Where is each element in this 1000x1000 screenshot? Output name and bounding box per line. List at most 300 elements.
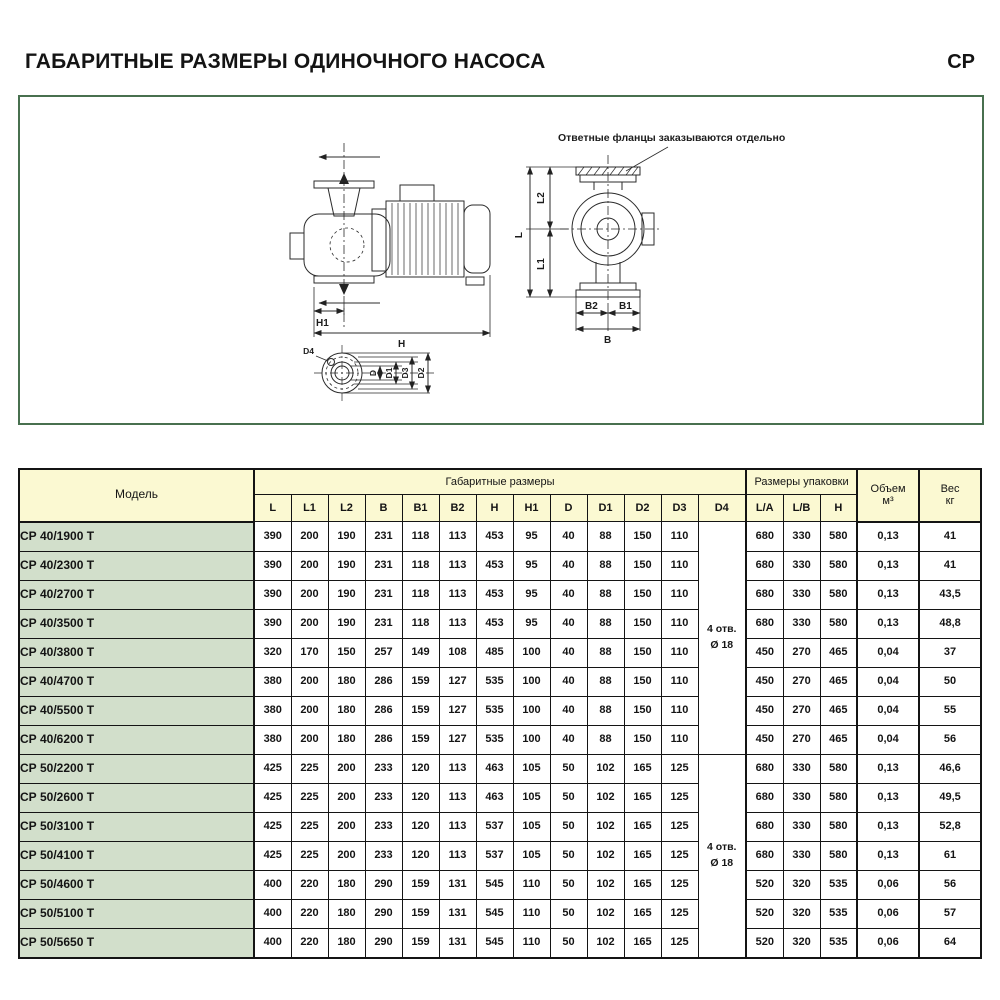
weight-value-cell: 41 xyxy=(919,522,981,552)
dim-value-cell: 380 xyxy=(254,667,291,696)
model-cell: СР 50/5100 Т xyxy=(19,899,254,928)
dim-value-cell: 233 xyxy=(365,841,402,870)
model-cell: СР 40/2300 Т xyxy=(19,551,254,580)
dim-value-cell: 545 xyxy=(476,870,513,899)
weight-value-cell: 41 xyxy=(919,551,981,580)
dim-value-cell: 150 xyxy=(624,551,661,580)
dim-value-cell: 40 xyxy=(550,551,587,580)
pack-value-cell: 320 xyxy=(783,899,820,928)
dim-value-cell: 110 xyxy=(661,522,698,552)
dim-value-cell: 165 xyxy=(624,870,661,899)
dim-value-cell: 113 xyxy=(439,754,476,783)
dim-value-cell: 88 xyxy=(587,696,624,725)
dim-value-cell: 100 xyxy=(513,638,550,667)
dim-value-cell: 110 xyxy=(513,870,550,899)
table-row xyxy=(19,928,981,958)
pack-value-cell: 535 xyxy=(820,870,857,899)
dim-value-cell: 113 xyxy=(439,609,476,638)
dim-value-cell: 118 xyxy=(402,609,439,638)
pack-column-header-1: L/A xyxy=(746,495,783,522)
dim-value-cell: 125 xyxy=(661,870,698,899)
dim-value-cell: 463 xyxy=(476,783,513,812)
weight-value-cell: 57 xyxy=(919,899,981,928)
volume-value-cell: 0,13 xyxy=(857,522,919,552)
dim-value-cell: 113 xyxy=(439,522,476,552)
dim-value-cell: 118 xyxy=(402,551,439,580)
weight-value-cell: 43,5 xyxy=(919,580,981,609)
model-cell: СР 50/5650 Т xyxy=(19,928,254,958)
table-row xyxy=(19,812,981,841)
volume-unit-label: м³ xyxy=(882,495,894,508)
d4-note-line: 4 отв. xyxy=(707,840,737,853)
weight-unit-label: кг xyxy=(945,495,955,508)
volume-value-cell: 0,13 xyxy=(857,580,919,609)
dim-column-header-l2: L2 xyxy=(328,495,365,522)
flange-annotation: Ответные фланцы заказываются отдельно xyxy=(558,132,786,144)
dim-column-header-d2: D2 xyxy=(624,495,661,522)
dim-value-cell: 102 xyxy=(587,928,624,958)
dim-value-cell: 290 xyxy=(365,899,402,928)
pack-value-cell: 580 xyxy=(820,783,857,812)
dim-value-cell: 233 xyxy=(365,783,402,812)
dim-value-cell: 200 xyxy=(328,783,365,812)
dim-value-cell: 220 xyxy=(291,870,328,899)
pack-value-cell: 580 xyxy=(820,580,857,609)
pack-value-cell: 520 xyxy=(746,928,783,958)
group-header-dimensions: Габаритные размеры xyxy=(254,469,746,495)
d4-note-line: Ø 18 xyxy=(710,856,734,869)
dim-value-cell: 286 xyxy=(365,667,402,696)
weight-column-header xyxy=(919,469,981,522)
weight-value-cell: 52,8 xyxy=(919,812,981,841)
dim-value-cell: 165 xyxy=(624,841,661,870)
dim-value-cell: 102 xyxy=(587,899,624,928)
dim-value-cell: 88 xyxy=(587,638,624,667)
dim-value-cell: 400 xyxy=(254,899,291,928)
dim-label-d3: D3 xyxy=(400,367,410,379)
dim-value-cell: 125 xyxy=(661,783,698,812)
dim-value-cell: 131 xyxy=(439,928,476,958)
dim-label-d2: D2 xyxy=(416,367,426,379)
model-cell: СР 40/4700 Т xyxy=(19,667,254,696)
dim-value-cell: 127 xyxy=(439,725,476,754)
pack-value-cell: 580 xyxy=(820,754,857,783)
dim-value-cell: 40 xyxy=(550,609,587,638)
dim-value-cell: 165 xyxy=(624,783,661,812)
dim-column-header-b: B xyxy=(365,495,402,522)
dim-value-cell: 105 xyxy=(513,783,550,812)
dim-value-cell: 110 xyxy=(661,551,698,580)
table-row xyxy=(19,580,981,609)
dim-value-cell: 190 xyxy=(328,609,365,638)
pack-value-cell: 580 xyxy=(820,812,857,841)
table-row xyxy=(19,609,981,638)
dim-value-cell: 225 xyxy=(291,783,328,812)
dim-value-cell: 88 xyxy=(587,551,624,580)
dim-value-cell: 88 xyxy=(587,667,624,696)
pump-front-view xyxy=(514,132,785,346)
dim-value-cell: 50 xyxy=(550,899,587,928)
pack-value-cell: 450 xyxy=(746,725,783,754)
dim-value-cell: 453 xyxy=(476,551,513,580)
dim-value-cell: 110 xyxy=(661,667,698,696)
dim-value-cell: 150 xyxy=(624,667,661,696)
dim-label-d1: D1 xyxy=(384,367,394,379)
dim-value-cell: 150 xyxy=(624,580,661,609)
dim-value-cell: 200 xyxy=(328,754,365,783)
dim-value-cell: 400 xyxy=(254,928,291,958)
dim-column-header-d3: D3 xyxy=(661,495,698,522)
pack-value-cell: 450 xyxy=(746,638,783,667)
dim-value-cell: 105 xyxy=(513,841,550,870)
pack-value-cell: 580 xyxy=(820,609,857,638)
dim-value-cell: 200 xyxy=(291,522,328,552)
dim-value-cell: 225 xyxy=(291,841,328,870)
dim-value-cell: 200 xyxy=(291,667,328,696)
dim-value-cell: 127 xyxy=(439,667,476,696)
table-row xyxy=(19,696,981,725)
dim-label-b: B xyxy=(604,335,612,346)
dim-value-cell: 125 xyxy=(661,928,698,958)
dim-value-cell: 125 xyxy=(661,812,698,841)
dim-value-cell: 110 xyxy=(661,580,698,609)
weight-value-cell: 49,5 xyxy=(919,783,981,812)
pack-value-cell: 450 xyxy=(746,667,783,696)
pack-value-cell: 330 xyxy=(783,580,820,609)
dim-value-cell: 200 xyxy=(291,580,328,609)
volume-value-cell: 0,06 xyxy=(857,870,919,899)
dim-value-cell: 200 xyxy=(328,841,365,870)
pack-value-cell: 465 xyxy=(820,638,857,667)
pack-value-cell: 270 xyxy=(783,667,820,696)
dim-value-cell: 88 xyxy=(587,522,624,552)
dim-value-cell: 390 xyxy=(254,580,291,609)
dim-value-cell: 50 xyxy=(550,812,587,841)
dim-value-cell: 257 xyxy=(365,638,402,667)
dim-value-cell: 102 xyxy=(587,841,624,870)
model-cell: СР 40/5500 Т xyxy=(19,696,254,725)
dim-value-cell: 233 xyxy=(365,812,402,841)
dim-value-cell: 290 xyxy=(365,928,402,958)
volume-value-cell: 0,04 xyxy=(857,638,919,667)
d4-holes-note-cell xyxy=(698,522,746,755)
dim-value-cell: 425 xyxy=(254,812,291,841)
volume-header-label: Объем xyxy=(870,482,906,495)
dim-value-cell: 200 xyxy=(291,609,328,638)
dim-column-header-h1: H1 xyxy=(513,495,550,522)
dim-value-cell: 545 xyxy=(476,899,513,928)
dim-value-cell: 102 xyxy=(587,754,624,783)
pack-value-cell: 320 xyxy=(783,928,820,958)
pack-value-cell: 680 xyxy=(746,841,783,870)
dim-value-cell: 131 xyxy=(439,870,476,899)
dim-value-cell: 390 xyxy=(254,609,291,638)
pack-value-cell: 535 xyxy=(820,928,857,958)
weight-value-cell: 48,8 xyxy=(919,609,981,638)
dim-value-cell: 286 xyxy=(365,696,402,725)
dim-value-cell: 120 xyxy=(402,754,439,783)
volume-value-cell: 0,13 xyxy=(857,609,919,638)
dim-value-cell: 200 xyxy=(291,551,328,580)
dim-value-cell: 95 xyxy=(513,522,550,552)
dim-value-cell: 165 xyxy=(624,812,661,841)
dim-value-cell: 120 xyxy=(402,812,439,841)
dim-label-b1: B1 xyxy=(619,301,632,312)
dim-value-cell: 100 xyxy=(513,725,550,754)
pack-value-cell: 520 xyxy=(746,899,783,928)
d4-note-line: Ø 18 xyxy=(710,638,734,651)
dim-value-cell: 180 xyxy=(328,667,365,696)
table-row xyxy=(19,522,981,552)
pack-value-cell: 680 xyxy=(746,609,783,638)
dim-value-cell: 190 xyxy=(328,580,365,609)
dim-value-cell: 105 xyxy=(513,754,550,783)
dim-label-l2: L2 xyxy=(536,192,547,204)
weight-value-cell: 37 xyxy=(919,638,981,667)
pack-value-cell: 465 xyxy=(820,667,857,696)
dim-value-cell: 380 xyxy=(254,696,291,725)
model-cell: СР 50/2600 Т xyxy=(19,783,254,812)
pump-technical-drawing xyxy=(20,97,982,423)
dim-value-cell: 40 xyxy=(550,580,587,609)
dim-value-cell: 113 xyxy=(439,580,476,609)
pack-value-cell: 330 xyxy=(783,812,820,841)
dim-value-cell: 113 xyxy=(439,551,476,580)
dim-value-cell: 113 xyxy=(439,812,476,841)
dim-column-header-d1: D1 xyxy=(587,495,624,522)
model-cell: СР 40/1900 Т xyxy=(19,522,254,552)
table-row xyxy=(19,638,981,667)
dim-value-cell: 537 xyxy=(476,841,513,870)
dim-value-cell: 453 xyxy=(476,580,513,609)
table-row xyxy=(19,754,981,783)
dim-column-header-b2: B2 xyxy=(439,495,476,522)
dim-value-cell: 127 xyxy=(439,696,476,725)
dim-value-cell: 180 xyxy=(328,696,365,725)
pack-value-cell: 330 xyxy=(783,609,820,638)
dim-value-cell: 88 xyxy=(587,580,624,609)
dim-value-cell: 95 xyxy=(513,609,550,638)
volume-value-cell: 0,06 xyxy=(857,928,919,958)
dim-value-cell: 120 xyxy=(402,783,439,812)
dim-value-cell: 535 xyxy=(476,725,513,754)
dim-value-cell: 159 xyxy=(402,667,439,696)
table-row xyxy=(19,725,981,754)
pack-value-cell: 330 xyxy=(783,551,820,580)
pump-drawing-panel xyxy=(18,95,984,425)
dim-value-cell: 425 xyxy=(254,841,291,870)
dim-label-l: L xyxy=(514,231,525,239)
dim-value-cell: 200 xyxy=(291,725,328,754)
dim-column-header-l: L xyxy=(254,495,291,522)
dim-value-cell: 159 xyxy=(402,696,439,725)
table-row xyxy=(19,667,981,696)
dim-value-cell: 380 xyxy=(254,725,291,754)
weight-value-cell: 56 xyxy=(919,870,981,899)
dim-value-cell: 159 xyxy=(402,870,439,899)
flange-detail xyxy=(303,345,434,401)
volume-value-cell: 0,13 xyxy=(857,812,919,841)
dim-value-cell: 159 xyxy=(402,899,439,928)
dim-column-header-l1: L1 xyxy=(291,495,328,522)
table-row xyxy=(19,783,981,812)
model-cell: СР 50/4100 Т xyxy=(19,841,254,870)
dim-value-cell: 108 xyxy=(439,638,476,667)
dim-value-cell: 50 xyxy=(550,783,587,812)
pump-side-view xyxy=(290,143,490,350)
dim-value-cell: 40 xyxy=(550,696,587,725)
dim-value-cell: 150 xyxy=(624,696,661,725)
d4-holes-note-cell xyxy=(698,754,746,958)
dim-value-cell: 131 xyxy=(439,899,476,928)
page-title: ГАБАРИТНЫЕ РАЗМЕРЫ ОДИНОЧНОГО НАСОСА xyxy=(25,50,546,73)
pack-value-cell: 465 xyxy=(820,696,857,725)
dim-value-cell: 110 xyxy=(513,899,550,928)
dim-value-cell: 535 xyxy=(476,696,513,725)
volume-value-cell: 0,13 xyxy=(857,841,919,870)
weight-value-cell: 55 xyxy=(919,696,981,725)
dim-column-header-d4: D4 xyxy=(698,495,746,522)
model-cell: СР 40/6200 Т xyxy=(19,725,254,754)
dim-value-cell: 220 xyxy=(291,899,328,928)
pack-value-cell: 680 xyxy=(746,551,783,580)
dim-column-header-h: H xyxy=(476,495,513,522)
pack-value-cell: 465 xyxy=(820,725,857,754)
dimensions-table xyxy=(18,468,982,959)
dim-value-cell: 170 xyxy=(291,638,328,667)
dim-value-cell: 485 xyxy=(476,638,513,667)
table-body xyxy=(19,522,981,958)
dim-value-cell: 231 xyxy=(365,609,402,638)
dim-value-cell: 50 xyxy=(550,870,587,899)
dim-value-cell: 105 xyxy=(513,812,550,841)
volume-value-cell: 0,04 xyxy=(857,667,919,696)
dim-value-cell: 390 xyxy=(254,551,291,580)
weight-value-cell: 64 xyxy=(919,928,981,958)
dim-value-cell: 88 xyxy=(587,725,624,754)
pack-value-cell: 680 xyxy=(746,522,783,552)
dim-value-cell: 150 xyxy=(624,609,661,638)
dim-column-header-b1: B1 xyxy=(402,495,439,522)
dim-value-cell: 150 xyxy=(328,638,365,667)
dim-label-h1: H1 xyxy=(316,318,329,329)
dim-value-cell: 190 xyxy=(328,551,365,580)
dim-value-cell: 165 xyxy=(624,928,661,958)
dim-value-cell: 88 xyxy=(587,609,624,638)
model-cell: СР 50/4600 Т xyxy=(19,870,254,899)
pack-column-header-3: H xyxy=(820,495,857,522)
table-row xyxy=(19,841,981,870)
model-cell: СР 50/2200 Т xyxy=(19,754,254,783)
dim-label-h: H xyxy=(398,339,406,350)
volume-value-cell: 0,04 xyxy=(857,696,919,725)
dim-value-cell: 225 xyxy=(291,812,328,841)
dim-value-cell: 113 xyxy=(439,783,476,812)
dim-value-cell: 225 xyxy=(291,754,328,783)
dim-value-cell: 50 xyxy=(550,841,587,870)
dim-value-cell: 165 xyxy=(624,754,661,783)
dim-value-cell: 425 xyxy=(254,754,291,783)
volume-value-cell: 0,13 xyxy=(857,783,919,812)
dim-value-cell: 118 xyxy=(402,580,439,609)
volume-value-cell: 0,13 xyxy=(857,551,919,580)
pack-value-cell: 535 xyxy=(820,899,857,928)
model-cell: СР 40/2700 Т xyxy=(19,580,254,609)
model-cell: СР 40/3800 Т xyxy=(19,638,254,667)
dim-column-header-d: D xyxy=(550,495,587,522)
pack-value-cell: 580 xyxy=(820,841,857,870)
dim-value-cell: 425 xyxy=(254,783,291,812)
dim-value-cell: 463 xyxy=(476,754,513,783)
dim-value-cell: 50 xyxy=(550,928,587,958)
pack-value-cell: 580 xyxy=(820,551,857,580)
pack-value-cell: 330 xyxy=(783,841,820,870)
dim-value-cell: 200 xyxy=(328,812,365,841)
weight-value-cell: 61 xyxy=(919,841,981,870)
dim-value-cell: 150 xyxy=(624,638,661,667)
pack-value-cell: 330 xyxy=(783,783,820,812)
model-cell: СР 50/3100 Т xyxy=(19,812,254,841)
dim-value-cell: 290 xyxy=(365,870,402,899)
dim-value-cell: 159 xyxy=(402,928,439,958)
dim-value-cell: 110 xyxy=(661,609,698,638)
dim-label-d4: D4 xyxy=(303,346,314,356)
weight-value-cell: 50 xyxy=(919,667,981,696)
dim-value-cell: 95 xyxy=(513,551,550,580)
dim-value-cell: 286 xyxy=(365,725,402,754)
dim-value-cell: 40 xyxy=(550,725,587,754)
dim-value-cell: 110 xyxy=(661,725,698,754)
title-bar xyxy=(25,50,975,74)
volume-column-header xyxy=(857,469,919,522)
dim-label-d: D xyxy=(368,369,378,377)
dim-value-cell: 113 xyxy=(439,841,476,870)
dim-value-cell: 40 xyxy=(550,638,587,667)
volume-value-cell: 0,06 xyxy=(857,899,919,928)
d4-note-line: 4 отв. xyxy=(707,623,737,635)
pack-value-cell: 580 xyxy=(820,522,857,552)
dim-value-cell: 453 xyxy=(476,522,513,552)
dim-value-cell: 180 xyxy=(328,899,365,928)
dim-value-cell: 110 xyxy=(661,638,698,667)
model-cell: СР 40/3500 Т xyxy=(19,609,254,638)
dim-value-cell: 40 xyxy=(550,522,587,552)
dim-value-cell: 537 xyxy=(476,812,513,841)
dim-value-cell: 231 xyxy=(365,522,402,552)
group-header-packaging: Размеры упаковки xyxy=(746,469,857,495)
dim-value-cell: 125 xyxy=(661,841,698,870)
dim-value-cell: 110 xyxy=(661,696,698,725)
dim-value-cell: 180 xyxy=(328,870,365,899)
pack-value-cell: 270 xyxy=(783,696,820,725)
pack-value-cell: 520 xyxy=(746,870,783,899)
pack-value-cell: 330 xyxy=(783,754,820,783)
dim-value-cell: 110 xyxy=(513,928,550,958)
dim-value-cell: 535 xyxy=(476,667,513,696)
pack-column-header-2: L/B xyxy=(783,495,820,522)
dim-value-cell: 100 xyxy=(513,667,550,696)
dim-value-cell: 400 xyxy=(254,870,291,899)
pack-value-cell: 270 xyxy=(783,725,820,754)
pack-value-cell: 450 xyxy=(746,696,783,725)
dim-value-cell: 120 xyxy=(402,841,439,870)
pack-value-cell: 680 xyxy=(746,783,783,812)
dim-value-cell: 125 xyxy=(661,899,698,928)
pack-value-cell: 330 xyxy=(783,522,820,552)
dim-value-cell: 102 xyxy=(587,783,624,812)
dim-label-b2: B2 xyxy=(585,301,598,312)
dim-value-cell: 118 xyxy=(402,522,439,552)
